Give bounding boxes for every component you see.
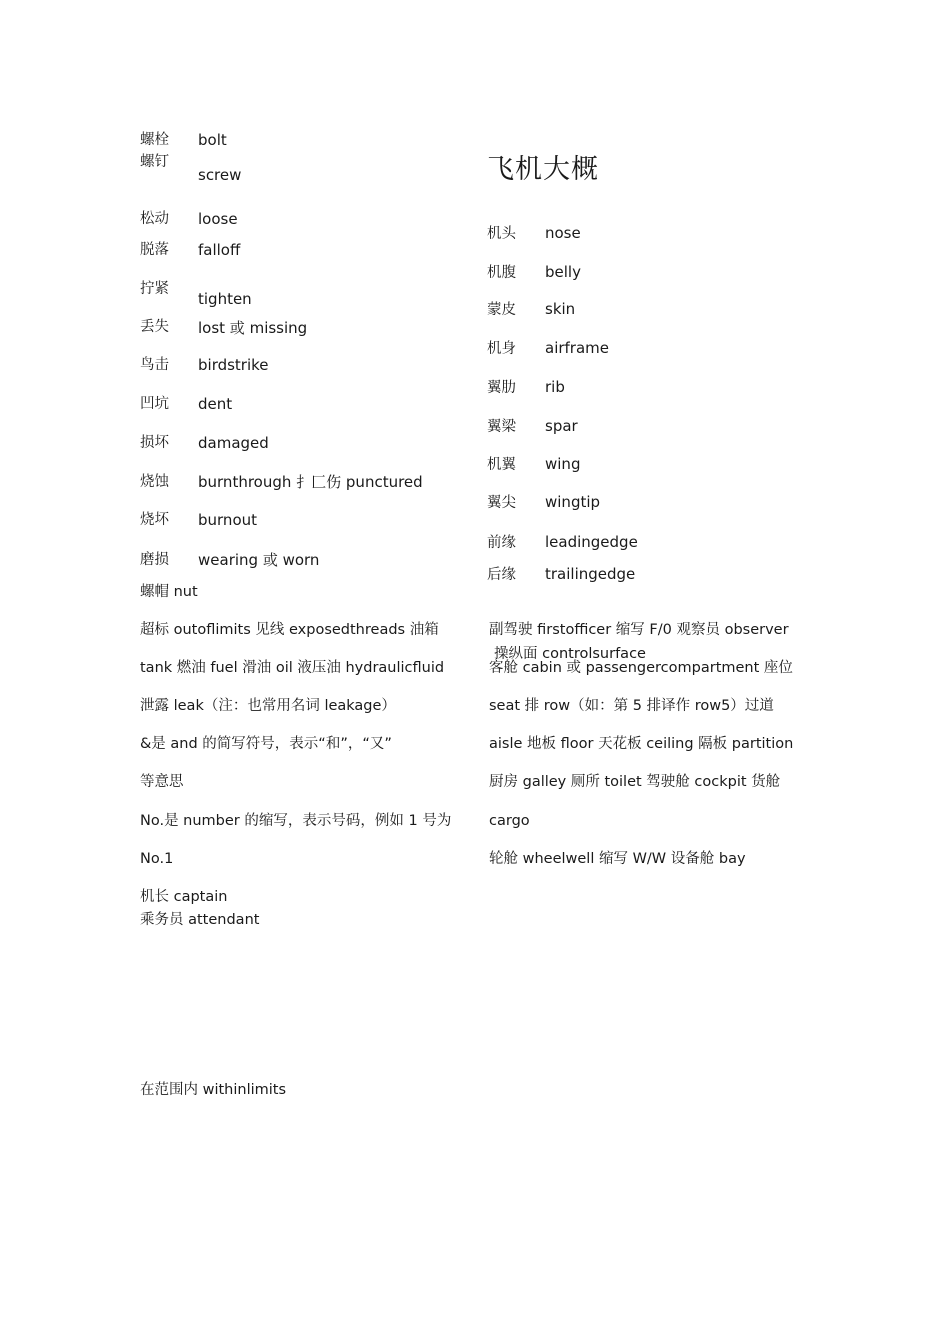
term-zh-damaged: 损坏 (140, 435, 169, 451)
text-line: 等意思 (140, 774, 184, 790)
term-zh-tighten: 拧紧 (140, 281, 169, 297)
term-en-screw: screw (198, 166, 242, 184)
term-zh-nose: 机头 (487, 226, 516, 242)
text-line: seat 排 row（如：第 5 排译作 row5）过道 (489, 698, 774, 714)
term-zh-rib: 翼肋 (487, 380, 516, 396)
term-zh-screw: 螺钉 (140, 154, 169, 170)
text-line: 螺帽 nut (140, 584, 198, 600)
term-zh-falloff: 脱落 (140, 242, 169, 258)
text-line: 副驾驶 firstofficer 缩写 F/0 观察员 observer (489, 622, 789, 638)
term-en-tighten: tighten (198, 290, 252, 308)
term-en-birdstrike: birdstrike (198, 356, 269, 374)
term-en-rib: rib (545, 378, 565, 396)
term-en-nose: nose (545, 224, 581, 242)
term-en-bolt: bolt (198, 131, 227, 149)
term-en-belly: belly (545, 263, 581, 281)
term-zh-bolt: 螺栓 (140, 132, 169, 148)
term-zh-wingtip: 翼尖 (487, 495, 516, 511)
text-line: tank 燃油 fuel 滑油 oil 液压油 hydraulicfluid (140, 660, 445, 676)
text-line: 在范围内 withinlimits (140, 1082, 287, 1098)
term-zh-airframe: 机身 (487, 341, 516, 357)
term-en-wing: wing (545, 455, 581, 473)
text-line: No.是 number 的缩写，表示号码，例如 1 号为 (140, 813, 452, 829)
term-en-lost: lost 或 missing (198, 319, 308, 337)
text-line-clipped: 操纵面 controlsurface (494, 646, 646, 660)
term-en-trailingedge: trailingedge (545, 565, 636, 583)
term-zh-spar: 翼梁 (487, 419, 516, 435)
term-zh-dent: 凹坑 (140, 396, 169, 412)
term-en-falloff: falloff (198, 241, 241, 259)
term-zh-burnthrough: 烧蚀 (140, 474, 169, 490)
text-line: 乘务员 attendant (140, 912, 260, 928)
term-zh-loose: 松动 (140, 211, 169, 227)
term-zh-belly: 机腹 (487, 265, 516, 281)
term-zh-skin: 蒙皮 (487, 302, 516, 318)
term-zh-leadingedge: 前缘 (487, 535, 516, 551)
term-en-loose: loose (198, 210, 238, 228)
term-en-burnthrough: burnthrough 扌匚伤 punctured (198, 473, 423, 491)
term-en-dent: dent (198, 395, 233, 413)
term-en-airframe: airframe (545, 339, 610, 357)
text-line: No.1 (140, 851, 174, 867)
text-line: &是 and 的简写符号，表示“和”，“又” (140, 736, 392, 752)
term-en-spar: spar (545, 417, 578, 435)
term-zh-wearing: 磨损 (140, 552, 169, 568)
term-en-skin: skin (545, 300, 576, 318)
term-en-damaged: damaged (198, 434, 269, 452)
term-en-burnout: burnout (198, 511, 258, 529)
term-zh-wing: 机翼 (487, 457, 516, 473)
text-line: aisle 地板 floor 天花板 ceiling 隔板 partition (489, 736, 794, 752)
section-title: 飞机大概 (487, 154, 599, 185)
term-zh-birdstrike: 鸟击 (140, 357, 169, 373)
term-en-leadingedge: leadingedge (545, 533, 638, 551)
term-zh-burnout: 烧坏 (140, 512, 169, 528)
text-line: 泄露 leak（注：也常用名词 leakage） (140, 698, 396, 714)
text-line: 轮舱 wheelwell 缩写 W/W 设备舱 bay (489, 851, 746, 867)
text-line: 机长 captain (140, 889, 228, 905)
text-line: 客舱 cabin 或 passengercompartment 座位 (489, 660, 793, 676)
text-line: 超标 outoflimits 见线 exposedthreads 油箱 (140, 622, 439, 638)
term-zh-lost: 丢失 (140, 319, 169, 335)
term-zh-trailingedge: 后缘 (487, 567, 516, 583)
text-line: 厨房 galley 厕所 toilet 驾驶舱 cockpit 货舱 (489, 774, 781, 790)
text-line: cargo (489, 813, 530, 829)
term-en-wingtip: wingtip (545, 493, 601, 511)
term-en-wearing: wearing 或 worn (198, 551, 320, 569)
